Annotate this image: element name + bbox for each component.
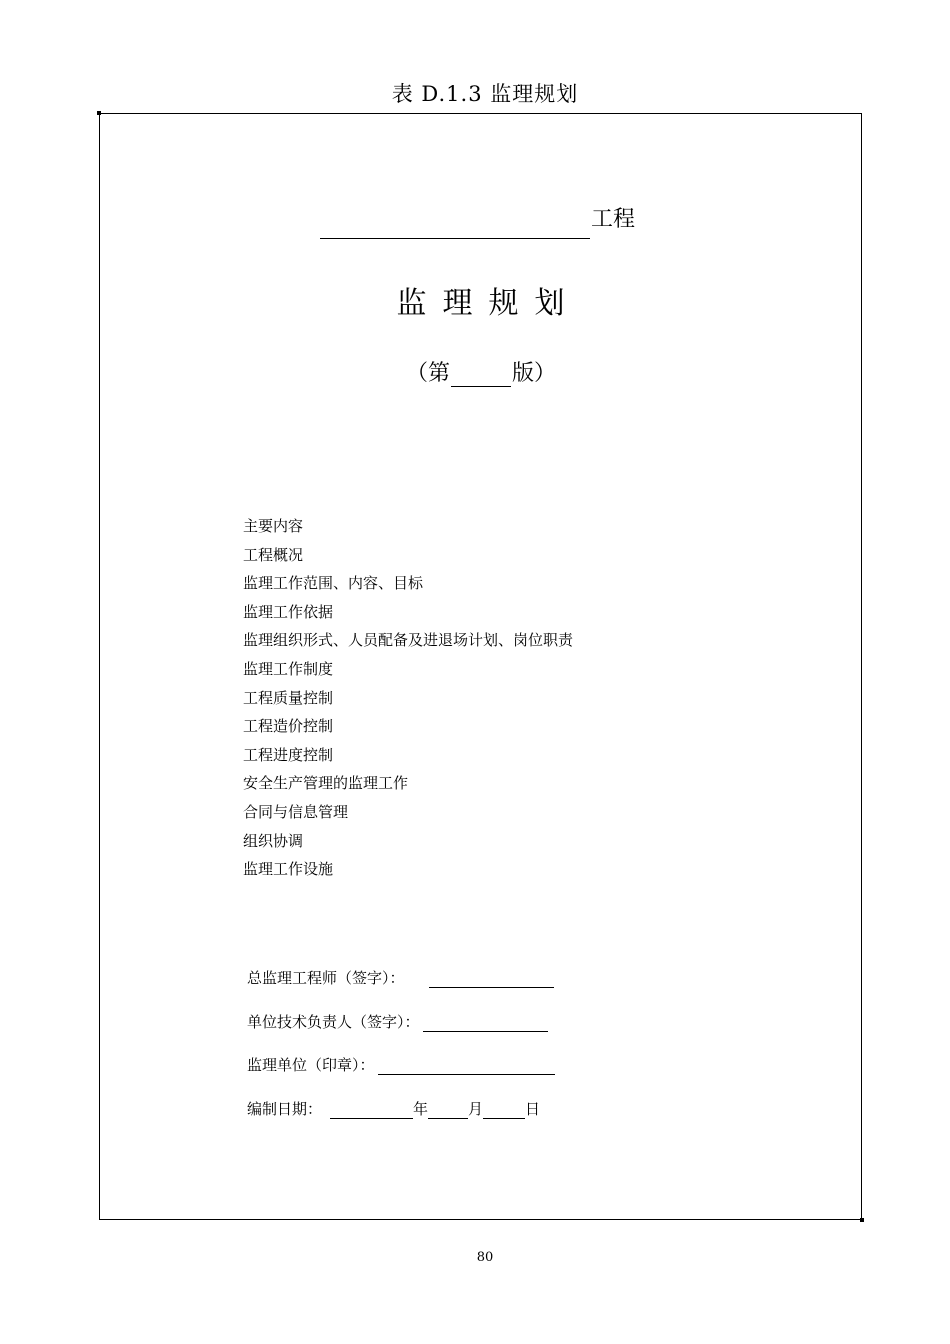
contents-list [243,512,573,884]
contents-item: 主要内容 [243,517,304,535]
supervision-unit-seal-blank[interactable] [378,1056,555,1075]
contents-item: 安全生产管理的监理工作 [243,774,409,793]
supervision-unit-seal-row [247,1054,555,1075]
day-blank[interactable] [483,1100,525,1119]
chief-engineer-signature-row [247,967,554,988]
month-label: 月 [468,1100,484,1118]
tech-lead-signature-row [247,1011,548,1032]
contents-item: 监理工作设施 [243,860,334,879]
page-number: 80 [476,1250,494,1265]
contents-item: 工程进度控制 [243,745,334,764]
table-title: 表 D.1.3 监理规划 [391,82,579,106]
day-label: 日 [525,1100,541,1118]
contents-item: 监理工作依据 [243,602,334,621]
contents-item: 组织协调 [243,831,304,850]
year-blank[interactable] [330,1100,413,1119]
project-name-line [320,206,635,239]
edition-prefix: （第 [406,361,451,386]
contents-item: 工程质量控制 [243,688,334,707]
cover-frame [99,113,862,1220]
chief-engineer-signature-blank[interactable] [429,969,554,988]
edition-suffix: 版） [512,361,557,386]
edition-number-blank[interactable] [451,352,511,387]
document-title: 监理规划 [396,286,581,321]
contents-item: 监理工作范围、内容、目标 [243,574,424,593]
tech-lead-signature-blank[interactable] [423,1013,548,1032]
tech-lead-label: 单位技术负责人（签字）： [247,1013,420,1031]
contents-item: 工程概况 [243,545,304,564]
contents-item: 工程造价控制 [243,717,334,736]
edition-line [406,352,556,387]
supervision-unit-label: 监理单位（印章）： [247,1056,375,1074]
contents-item: 合同与信息管理 [243,802,349,821]
compile-date-label: 编制日期： [247,1100,323,1118]
compile-date-row [247,1098,540,1119]
chief-engineer-label: 总监理工程师（签字）： [247,969,405,987]
project-suffix: 工程 [591,207,636,232]
contents-item: 监理工作制度 [243,659,334,678]
year-label: 年 [413,1100,429,1118]
project-name-blank[interactable] [320,206,590,239]
contents-item: 监理组织形式、人员配备及进退场计划、岗位职责 [243,631,574,650]
month-blank[interactable] [428,1100,468,1119]
